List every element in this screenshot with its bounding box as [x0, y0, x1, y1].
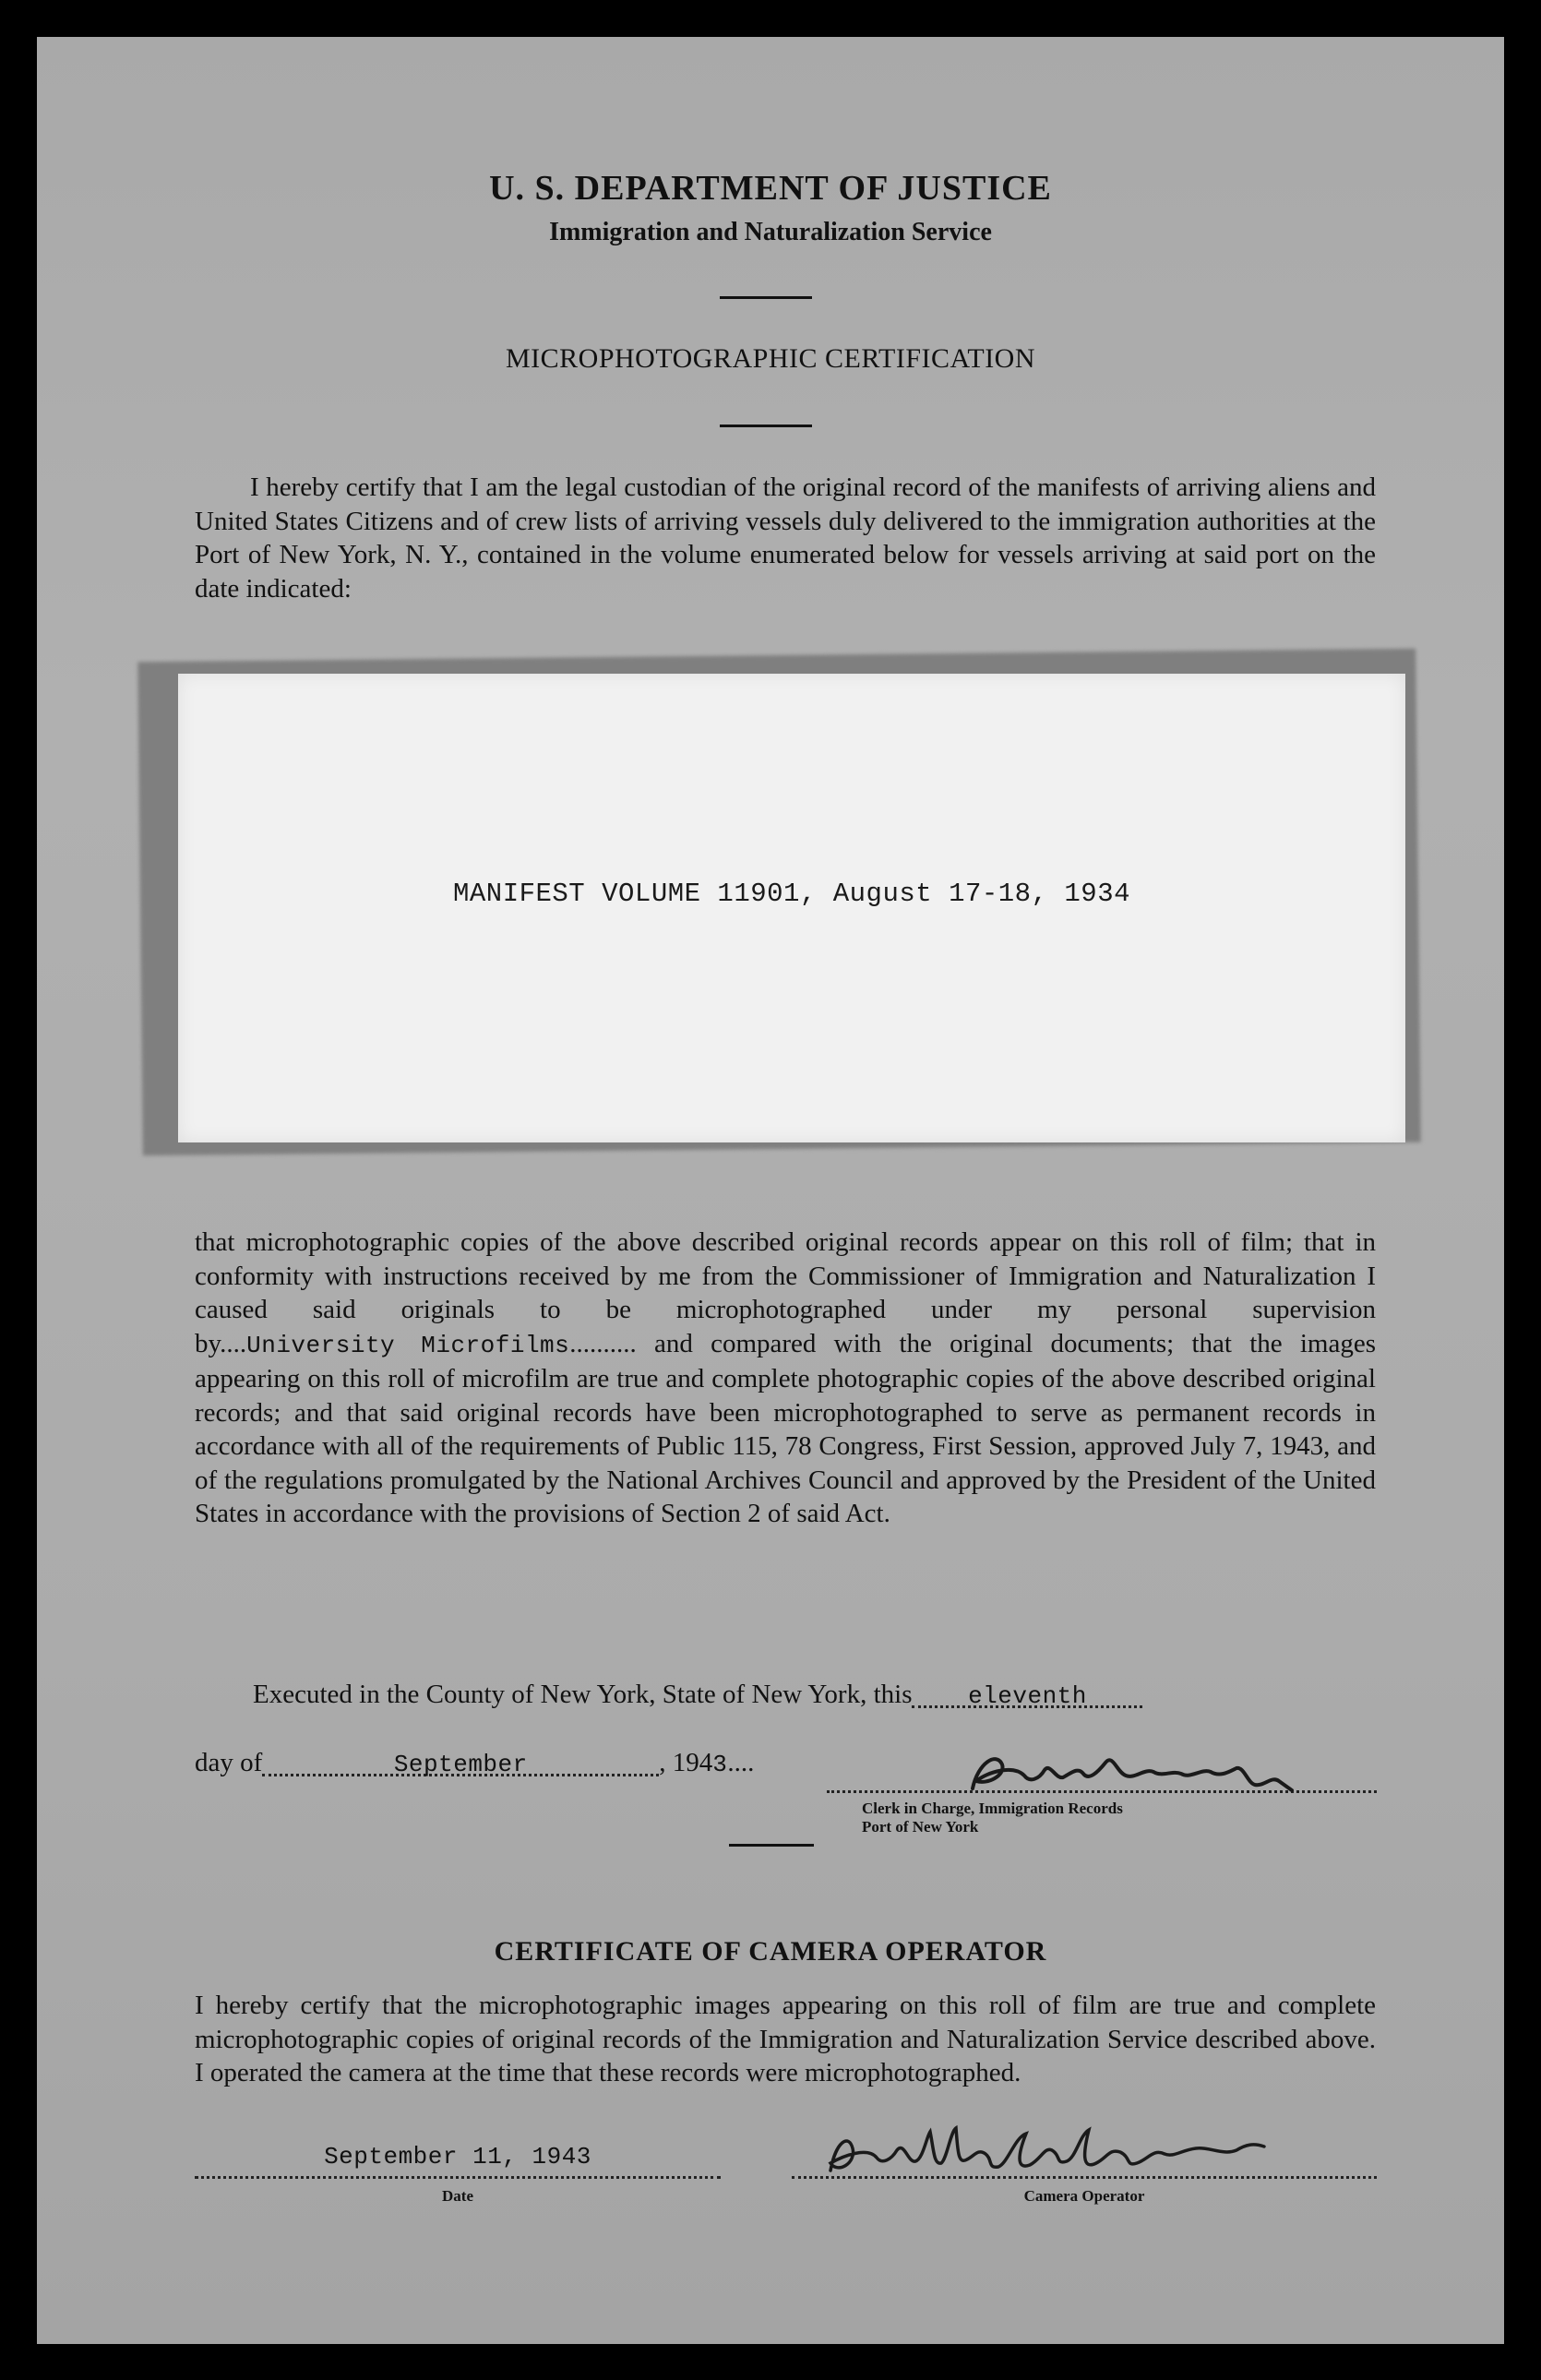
operator-company: University Microfilms: [246, 1331, 570, 1359]
department-heading: U. S. DEPARTMENT OF JUSTICE: [489, 169, 1052, 208]
certificate-page: [37, 37, 1504, 2344]
clerk-signature-line: [827, 1790, 1377, 1793]
camera-operator-signature: [830, 2128, 1264, 2171]
service-subheading: Immigration and Naturalization Service: [549, 218, 992, 246]
year-digit: 3: [712, 1751, 728, 1778]
date-line: day of September , 1943....: [195, 1748, 755, 1778]
month: September: [393, 1751, 528, 1778]
camera-operator-caption: Camera Operator: [1023, 2187, 1145, 2205]
certification-body: that microphotographic copies of the above described original records appear on this roll of film; that in conformity with instructions received by me from the Commissioner of Immigration and Naturalization I caused said originals to be microphotographed under my personal supervision by....University Microfilms.......... and compared with the original documents; that the images appearing on this roll of microfilm are true and complete photographic copies of the above described original records; and that said original records have been microphotographed to serve as permanent records in accordance with all of the requirements of Public 115, 78 Congress, First Session, approved July 7, 1943, and of the regulations promulgated by the National Archives Council and approved by the President of the United States in accordance with the provisions of Section 2 of said Act.: [195, 1227, 1376, 1528]
divider: [720, 296, 812, 299]
divider: [729, 1844, 814, 1847]
date-signature-line: [195, 2176, 721, 2179]
camera-certificate-title: CERTIFICATE OF CAMERA OPERATOR: [494, 1936, 1047, 1967]
body-text-start: that microphotographic copies of the above described original records appear on this roll of film; that in conformity with instructions received by me from the Commissioner of Immigration and Naturalization I caused said originals to be microphotographed under my personal supervision by: [195, 1227, 1376, 1358]
clerk-caption-line2: Port of New York: [862, 1818, 979, 1836]
operator-signature-line: [792, 2176, 1377, 2179]
execution-prefix: Executed in the County of New York, State of New York, this: [253, 1680, 913, 1709]
month-field: [262, 1746, 659, 1776]
manifest-slip: [178, 674, 1405, 1142]
day-of-label: day of: [195, 1748, 263, 1777]
body-text-end: and compared with the original documents; that the images appearing on this roll of microfilm are true and complete photographic copies of the above described original records; and that said original records have been microphotographed to serve as permanent records in accordance with all of the requirements of Public 115, 78 Congress, First Session, approved July 7, 1943, and of the regulations promulgated by the National Archives Council and approved by the President of the United States in accordance with the provisions of Section 2 of said Act.: [195, 1328, 1376, 1528]
day-word-field: [912, 1678, 1142, 1708]
clerk-signature: [973, 1759, 1292, 1790]
divider: [720, 425, 812, 427]
manifest-volume-text: MANIFEST VOLUME 11901, August 17-18, 1934: [452, 879, 1131, 909]
camera-certificate-paragraph: I hereby certify that the microphotographic images appearing on this roll of film are true and complete microphotographic copies of original records of the Immigration and Naturalization Service described above. I operated the camera at the time that these records were microphotographed.: [195, 1991, 1376, 2087]
certification-title: MICROPHOTOGRAPHIC CERTIFICATION: [505, 343, 1036, 374]
intro-paragraph: I hereby certify that I am the legal custodian of the original record of the manifests of arriving aliens and United States Citizens and of crew lists of arriving vessels duly delivered to the immigration authorities at the Port of New York, N. Y., contained in the volume enumerated below for vessels arriving at said port on the date indicated:: [195, 472, 1376, 604]
clerk-caption-line1: Clerk in Charge, Immigration Records: [862, 1800, 1123, 1817]
date-caption: Date: [442, 2187, 473, 2205]
execution-line: [253, 1678, 1142, 1711]
day-word: eleventh: [968, 1682, 1087, 1710]
year-prefix: , 194: [659, 1748, 713, 1777]
clerk-caption: [862, 1800, 1379, 1836]
certificate-date: September 11, 1943: [324, 2143, 591, 2171]
